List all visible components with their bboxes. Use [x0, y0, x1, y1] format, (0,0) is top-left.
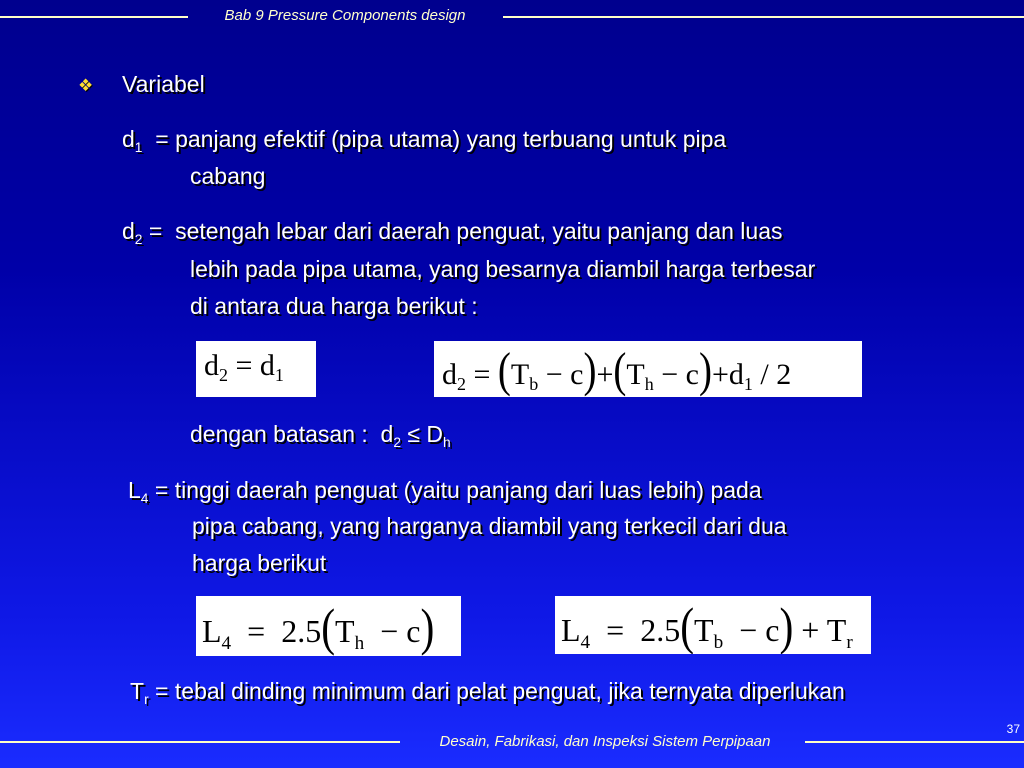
d1-symbol: d [122, 126, 135, 152]
heading-variabel: Variabel [122, 71, 205, 97]
d2-symbol: d [122, 218, 135, 244]
l4-definition-line3: harga berikut [192, 550, 327, 576]
footer-rule-right [805, 741, 1024, 743]
constraint-line: dengan batasan : $d_2 \le D_h$ [190, 421, 451, 450]
bullet-icon: ❖ [78, 76, 94, 95]
formula-l4-header-plus-pad: $L_4 = 2.5(T_b - c) + T_r$ [555, 596, 871, 654]
l4-definition-line2: pipa cabang, yang harganya diambil yang terkecil dari dua [192, 513, 787, 539]
header-title: Bab 9 Pressure Components design [224, 7, 466, 24]
formula-d2-thickness-sum: $d_2 = (T_b - c)+(T_h - c)+d_1 / 2$ [434, 341, 862, 397]
tr-subscript: r [144, 691, 149, 707]
d2-subscript: 2 [134, 231, 143, 247]
page-number: 37 [1006, 722, 1020, 736]
formula-d2-equals-d1: $d_2 = d_1$ [196, 341, 316, 397]
header-rule-left [0, 16, 188, 18]
d2-definition-line1 [122, 213, 783, 250]
d1-text: panjang efektif (pipa utama) yang terbuang untuk pipa [175, 126, 727, 152]
header-rule-right [503, 16, 1024, 18]
l4-text: = tinggi daerah penguat (yaitu panjang dari luas lebih) pada [148, 477, 762, 503]
formula-l4-branch: $L_4 = 2.5(T_h - c)$ [196, 596, 461, 656]
d2-definition-line2: lebih pada pipa utama, yang besarnya diambil harga terbesar [190, 256, 816, 282]
d1-definition-line2: cabang [190, 163, 266, 189]
tr-definition [130, 673, 845, 710]
tr-text: = tebal dinding minimum dari pelat penguat, jika ternyata diperlukan [148, 678, 845, 704]
footer-title: Desain, Fabrikasi, dan Inspeksi Sistem Perpipaan [439, 733, 771, 750]
footer-rule-left [0, 741, 400, 743]
d1-subscript: 1 [134, 139, 143, 155]
tr-symbol: T [130, 678, 145, 704]
l4-definition-line1 [128, 472, 762, 509]
d2-text: setengah lebar dari daerah penguat, yaitu panjang dan luas [175, 218, 783, 244]
d2-definition-line3: di antara dua harga berikut : [190, 293, 478, 319]
l4-symbol: L [128, 477, 141, 503]
d1-definition-line1 [122, 121, 726, 158]
d2-equals: = [142, 218, 176, 244]
d1-equals: = [142, 126, 176, 152]
l4-subscript: 4 [140, 490, 149, 506]
